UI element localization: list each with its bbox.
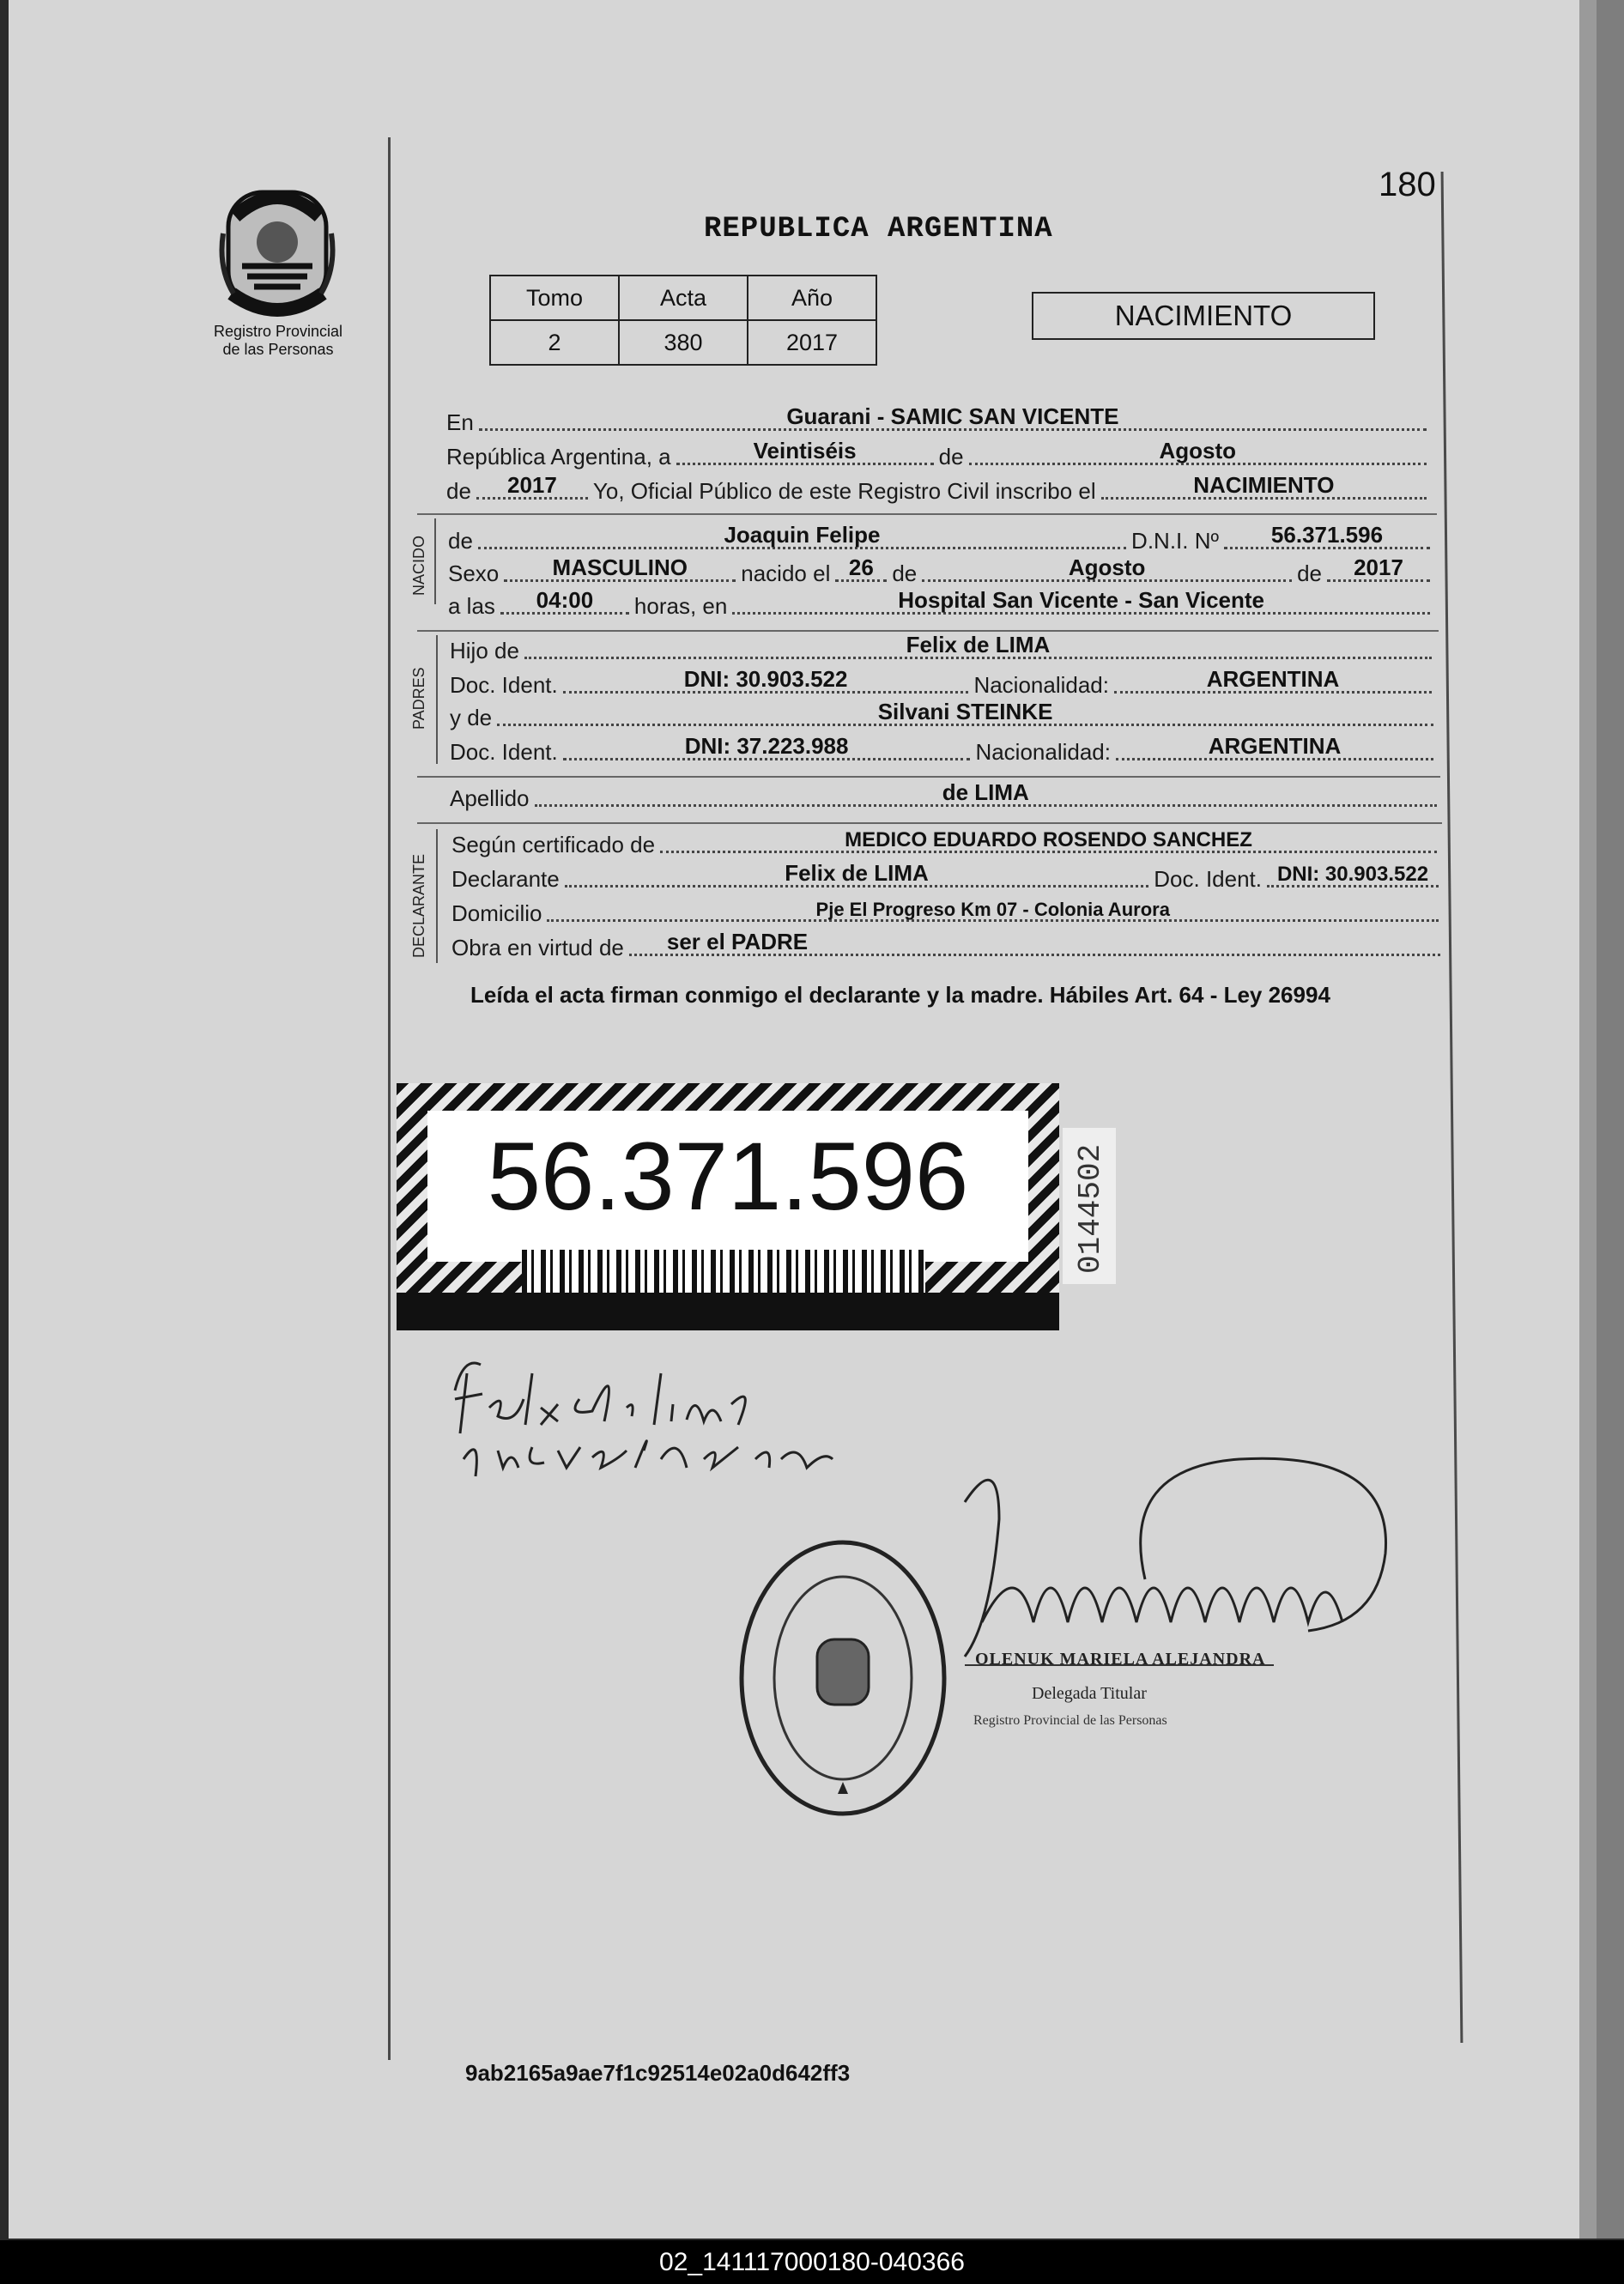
month-value: Agosto [1159,438,1237,463]
act-type-value: NACIMIENTO [1193,472,1335,498]
row-capacity: Obra en virtud de ser el PADRE [451,932,1445,963]
side-code-tag [1063,1128,1116,1284]
reading-note: Leída el acta firman conmigo el declarante y la madre. Hábiles Art. 64 - Ley 26994 [470,982,1330,1008]
mother-nationality-value: ARGENTINA [1208,733,1342,759]
section-label-padres: PADRES [410,667,427,730]
birth-year-value: 2017 [1354,554,1403,580]
official-role: Delegada Titular [1032,1684,1147,1703]
handwritten-signatures-icon [429,1339,876,1493]
father-doc-value: DNI: 30.903.522 [683,666,848,692]
year-value: 2017 [507,472,557,498]
row-surname: Apellido de LIMA [450,783,1442,814]
child-name-value: Joaquin Felipe [724,522,881,548]
row-mother-name: y de Silvani STEINKE [450,702,1439,733]
row-date: República Argentina, a Veintiséis de Agosto [446,441,1432,472]
dni-label-number: 56.371.596 [487,1123,969,1230]
mother-doc-value: DNI: 37.223.988 [684,733,849,759]
page-stack-edge-back [1597,0,1624,2239]
header-anio: Año [748,276,876,320]
document-title: REPUBLICA ARGENTINA [704,213,1053,245]
footer-scan-id: 02_141117000180-040366 [0,2240,1624,2284]
header-tomo: Tomo [490,276,619,320]
row-sex-birthdate: Sexo MASCULINO nacido el 26 de Agosto de 2017 [448,558,1435,589]
document-hash: 9ab2165a9ae7f1c92514e02a0d642ff3 [465,2060,851,2086]
row-time-place: a las 04:00 horas, en Hospital San Vicente - San Vicente [448,591,1435,621]
father-nationality-value: ARGENTINA [1206,666,1340,692]
header-acta: Acta [619,276,748,320]
row-father-doc: Doc. Ident. DNI: 30.903.522 Nacionalidad: ARGENTINA [450,669,1437,700]
day-words-value: Veintiséis [753,438,857,463]
record-type-box: NACIMIENTO [1032,292,1375,340]
section-label-declarante: DECLARANTE [410,853,427,958]
birth-day-value: 26 [848,554,874,580]
official-seal-icon [735,1536,951,1820]
surname-value: de LIMA [942,779,1029,805]
place-value: Guarani - SAMIC SAN VICENTE [786,403,1119,429]
record-table-values [490,320,876,365]
row-declarant: Declarante Felix de LIMA Doc. Ident. DNI: 30.903.522 [451,863,1444,894]
record-table-header [490,276,876,320]
record-table [489,275,877,366]
birth-time-value: 04:00 [536,587,594,613]
left-margin-rule [388,137,391,2060]
declarant-value: Felix de LIMA [785,860,929,886]
row-address: Domicilio Pje El Progreso Km 07 - Colonia Aurora [451,898,1444,929]
row-year: de 2017 Yo, Oficial Público de este Registro Civil inscribo el NACIMIENTO [446,476,1432,506]
official-registry: Registro Provincial de las Personas [973,1713,1167,1728]
declarant-doc-value: DNI: 30.903.522 [1276,863,1429,886]
official-signature-icon [948,1451,1394,1682]
section-label-nacido: NACIDO [410,535,427,596]
dni-barcode-label [397,1083,1059,1330]
sex-value: MASCULINO [552,554,688,580]
misiones-emblem-icon [216,182,338,318]
birth-place-value: Hospital San Vicente - San Vicente [898,587,1265,613]
value-acta: 380 [619,320,748,365]
child-dni-value: 56.371.596 [1270,522,1384,548]
capacity-value: ser el PADRE [666,929,809,954]
value-anio: 2017 [748,320,876,365]
row-mother-doc: Doc. Ident. DNI: 37.223.988 Nacionalidad: ARGENTINA [450,736,1439,767]
official-name: OLENUK MARIELA ALEJANDRA [975,1650,1266,1669]
certificate-value: MEDICO EDUARDO ROSENDO SANCHEZ [845,828,1252,851]
row-father-name: Hijo de Felix de LIMA [450,635,1437,666]
row-place: En Guarani - SAMIC SAN VICENTE [446,407,1432,438]
row-certificate: Según certificado de MEDICO EDUARDO ROSENDO SANCHEZ [451,829,1442,860]
row-child-name: de Joaquin Felipe D.N.I. Nº 56.371.596 [448,525,1435,556]
page-number: 180 [1379,166,1436,203]
birth-month-value: Agosto [1068,554,1146,580]
registry-caption: Registro Provincial de las Personas [213,323,343,358]
father-name-value: Felix de LIMA [906,632,1051,657]
address-value: Pje El Progreso Km 07 - Colonia Aurora [815,899,1170,920]
value-tomo: 2 [490,320,619,365]
mother-name-value: Silvani STEINKE [877,699,1053,724]
side-code: 0144502 [1073,1143,1108,1274]
